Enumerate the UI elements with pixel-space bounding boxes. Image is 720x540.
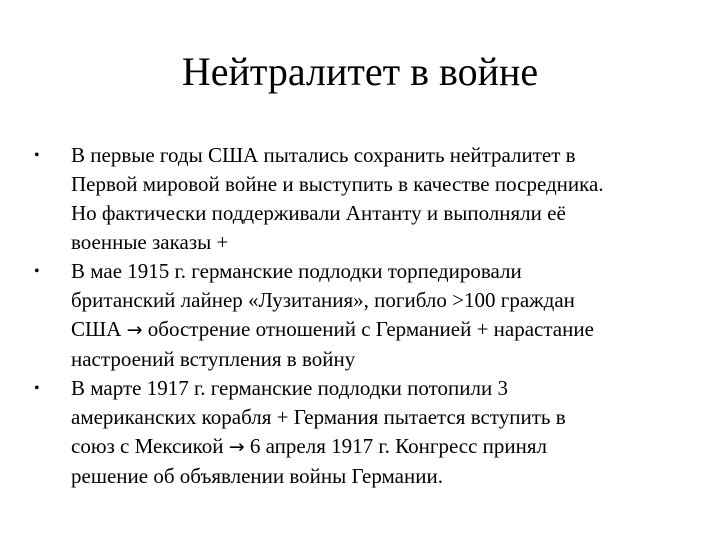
bullet-line: В мае 1915 г. германские подлодки торпедировали	[71, 259, 522, 283]
bullet-line: военные заказы +	[71, 230, 229, 254]
bullet-line: решение об объявлении войны Германии.	[71, 464, 443, 488]
bullet-line: американских корабля + Германия пытается вступить в	[71, 405, 566, 429]
bullet-dot-icon: •	[34, 263, 40, 280]
bullet-item	[34, 141, 694, 257]
bullet-line: Первой мировой войне и выступить в качестве посредника.	[71, 172, 604, 196]
line-text-after-arrow: обострение отношений с Германией + нарастание	[142, 317, 594, 341]
arrow-right-icon: →	[126, 319, 143, 341]
bullet-list	[34, 141, 694, 491]
bullet-line	[71, 315, 694, 345]
bullet-line: В первые годы США пытались сохранить нейтралитет в	[71, 143, 576, 167]
bullet-line: Но фактически поддерживали Антанту и выполняли её	[71, 201, 566, 225]
line-text-after-arrow: 6 апреля 1917 г. Конгресс принял	[244, 434, 548, 458]
bullet-dot-icon: •	[34, 147, 40, 164]
arrow-right-icon: →	[228, 436, 245, 458]
slide-title: Нейтралитет в войне	[181, 49, 539, 94]
line-text-before-arrow: союз с Мексикой	[71, 434, 229, 458]
bullet-line: В марте 1917 г. германские подлодки потопили 3	[71, 376, 508, 400]
bullet-item	[34, 257, 694, 374]
bullet-line	[71, 432, 694, 462]
bullet-dot-icon: •	[34, 380, 40, 397]
bullet-item	[34, 374, 694, 491]
bullet-line: британский лайнер «Лузитания», погибло >100 граждан	[71, 288, 575, 312]
bullet-line: настроений вступления в войну	[71, 347, 356, 371]
line-text-before-arrow: США	[71, 317, 127, 341]
